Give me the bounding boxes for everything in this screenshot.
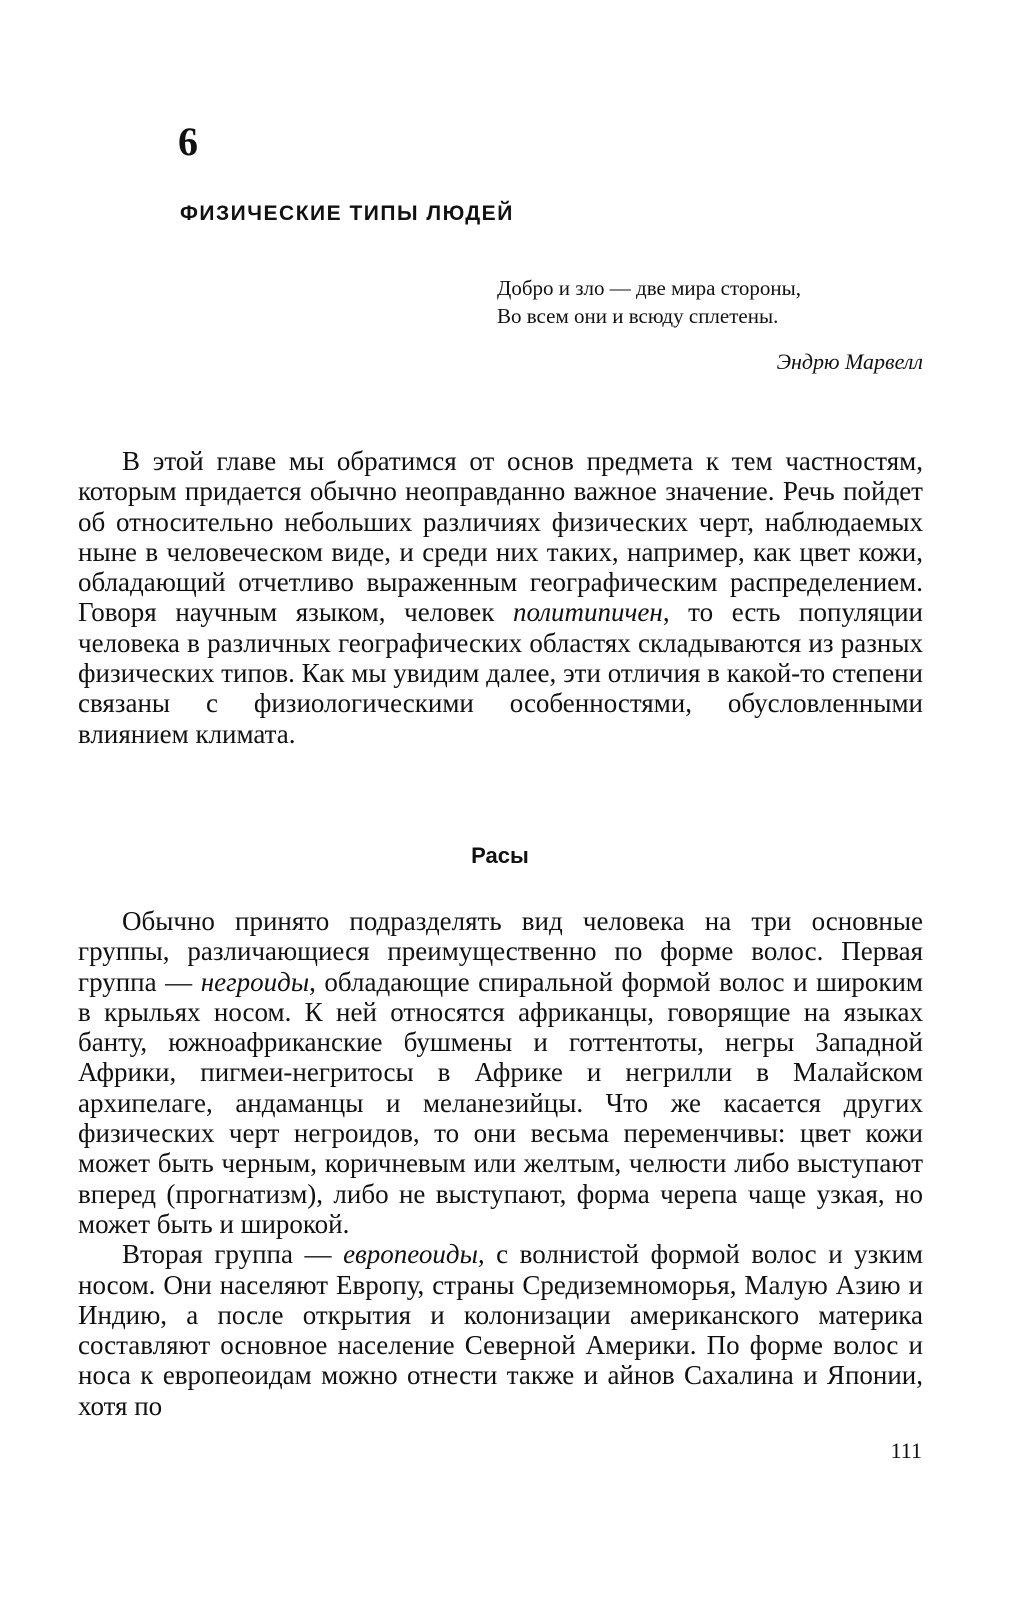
section-heading: Расы [471, 843, 529, 868]
section-p2-text-1: Вторая группа — [122, 1239, 344, 1270]
intro-block [78, 446, 923, 749]
section-p1-text-2: , обладающие спиральной формой волос и широким в крыльях носом. К ней относятся африканцы, говорящие на языках банту, южноафриканские бушмены и готтентоты, негры Западной Африки, пигмеи-негритосы в Африке и негрилли в Малайском архипелаге, андаманцы и меланезийцы. Что же касается других физических черт негроидов, то они весьма переменчивы: цвет кожи может быть черным, коричневым или желтым, челюсти либо выступают вперед (прогнатизм), либо не выступают, форма черепа чаще узкая, но может быть и широкой. [78, 966, 923, 1239]
epigraph-line: Добро и зло — две мира стороны, [497, 276, 801, 300]
intro-term: политипичен [512, 597, 663, 628]
epigraph [497, 274, 923, 376]
section-p2-term: европеоиды, [343, 1239, 485, 1270]
section-p1-term: негроиды [200, 966, 310, 997]
section-paragraph-1 [78, 906, 923, 1239]
chapter-title: ФИЗИЧЕСКИЕ ТИПЫ ЛЮДЕЙ [180, 202, 514, 225]
chapter-number: 6 [178, 119, 198, 164]
intro-text-1: В этой главе мы обратимся от основ предмета к тем частностям, которым придается обычно неоправданно важное значение. Речь пойдет об относительно небольших различиях физических черт, наблюдаемых ныне в человеческом виде, и среди них таких, например, как цвет кожи, обладающий отчетливо выраженным географическим распределением. Говоря научным языком, человек [78, 446, 923, 628]
section-p1-text-1: Обычно принято подразделять вид человека на три основные группы, различающиеся преимущественно по форме волос. Первая группа — [78, 906, 923, 997]
section-p2-text-2: с волнистой формой волос и узким носом. Они населяют Европу, страны Средиземноморья, Малую Азию и Индию, а после открытия и колонизации американского материка составляют основное население Северной Америки. По форме волос и носа к европеоидам можно отнести также и айнов Сахалина и Японии, хотя по [78, 1239, 923, 1421]
intro-text-2: , то есть популяции человека в различных географических областях складываются из разных физических типов. Как мы увидим далее, эти отличия в какой-то степени связаны с физиологическими особенностями, обусловленными влиянием климата. [78, 597, 923, 749]
intro-paragraph [78, 446, 923, 749]
page-number: 111 [890, 1438, 922, 1463]
section-body [78, 906, 923, 1421]
epigraph-line: Во всем они и всюду сплетены. [497, 304, 779, 328]
section-paragraph-2 [78, 1239, 923, 1421]
epigraph-author: Эндрю Марвелл [776, 349, 923, 374]
